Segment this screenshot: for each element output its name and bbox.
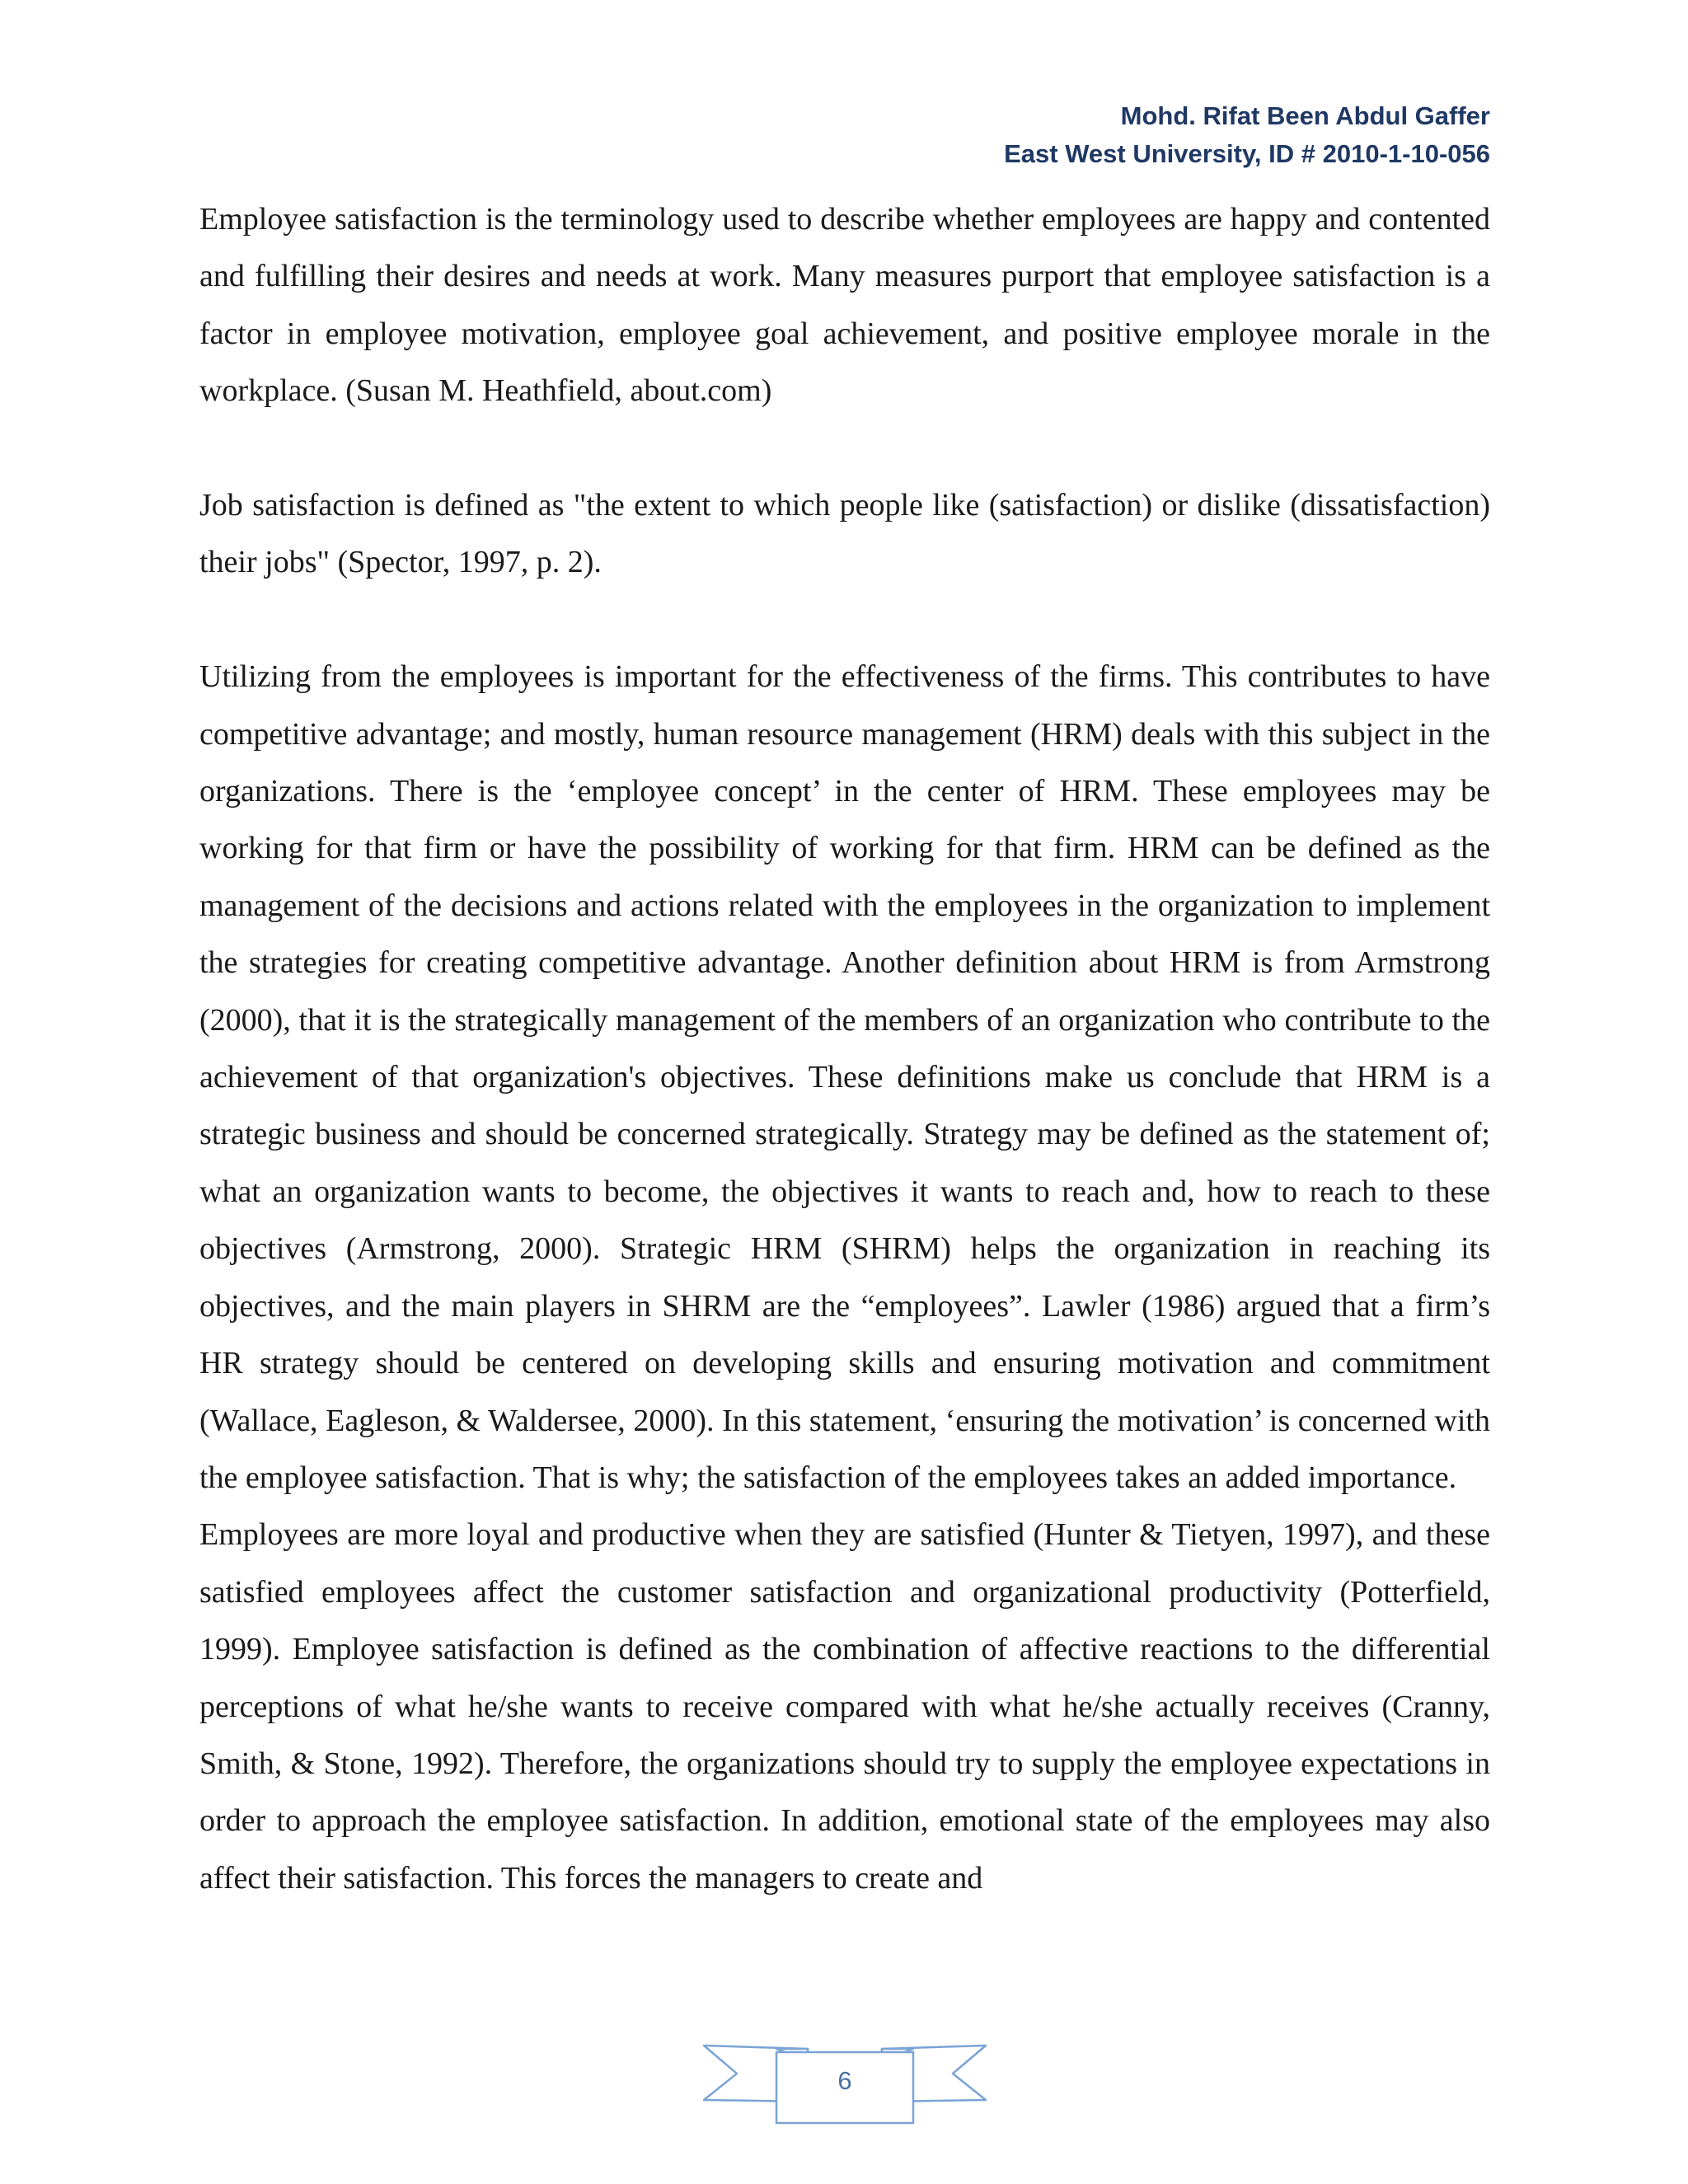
document-body [199, 191, 1490, 1907]
paragraph-spacer [199, 420, 1490, 477]
page-number: 6 [837, 2066, 852, 2095]
paragraph-employee-satisfaction: Employee satisfaction is the terminology used to describe whether employees are happy and contented and fulfilling their desires and needs at work. Many measures purport that employee satisfaction is a factor in employee motivation, employee goal achievement, and positive employee morale in the workplace. (Susan M. Heathfield, about.com) [199, 202, 1490, 409]
paragraph-job-satisfaction: Job satisfaction is defined as "the extent to which people like (satisfaction) or dislike (dissatisfaction) their jobs" (Spector, 1997, p. 2). [199, 488, 1490, 580]
page-header [1004, 97, 1490, 173]
university-id: East West University, ID # 2010-1-10-056 [1004, 139, 1490, 168]
paragraph-loyalty: Employees are more loyal and productive when they are satisfied (Hunter & Tietyen, 1997), and these satisfied employees affect the customer satisfaction and organizational productivity (Potterfield, 1999). Employee satisfaction is defined as the combination of affective reactions to the differential perceptions of what he/she wants to receive compared with what he/she actually receives (Cranny, Smith, & Stone, 1992). Therefore, the organizations should try to supply the employee expectations in order to approach the employee satisfaction. In addition, emotional state of the employees may also affect their satisfaction. This forces the managers to create and [199, 1517, 1490, 1896]
paragraph-hrm: Utilizing from the employees is important for the effectiveness of the firms. This contributes to have competitive advantage; and mostly, human resource management (HRM) deals with this subject in the organizations. There is the ‘employee concept’ in the center of HRM. These employees may be working for that firm or have the possibility of working for that firm. HRM can be defined as the management of the decisions and actions related with the employees in the organization to implement the strategies for creating competitive advantage. Another definition about HRM is from Armstrong (2000), that it is the strategically management of the members of an organization who contribute to the achievement of that organization's objectives. These definitions make us conclude that HRM is a strategic business and should be concerned strategically. Strategy may be defined as the statement of; what an organization wants to become, the objectives it wants to reach and, how to reach to these objectives (Armstrong, 2000). Strategic HRM (SHRM) helps the organization in reaching its objectives, and the main players in SHRM are the “employees”. Lawler (1986) argued that a firm’s HR strategy should be centered on developing skills and ensuring motivation and commitment (Wallace, Eagleson, & Waldersee, 2000). In this statement, ‘ensuring the motivation’ is concerned with the employee satisfaction. That is why; the satisfaction of the employees takes an added importance. [199, 659, 1490, 1495]
paragraph-spacer [199, 592, 1490, 649]
author-name: Mohd. Rifat Been Abdul Gaffer [1120, 101, 1490, 130]
